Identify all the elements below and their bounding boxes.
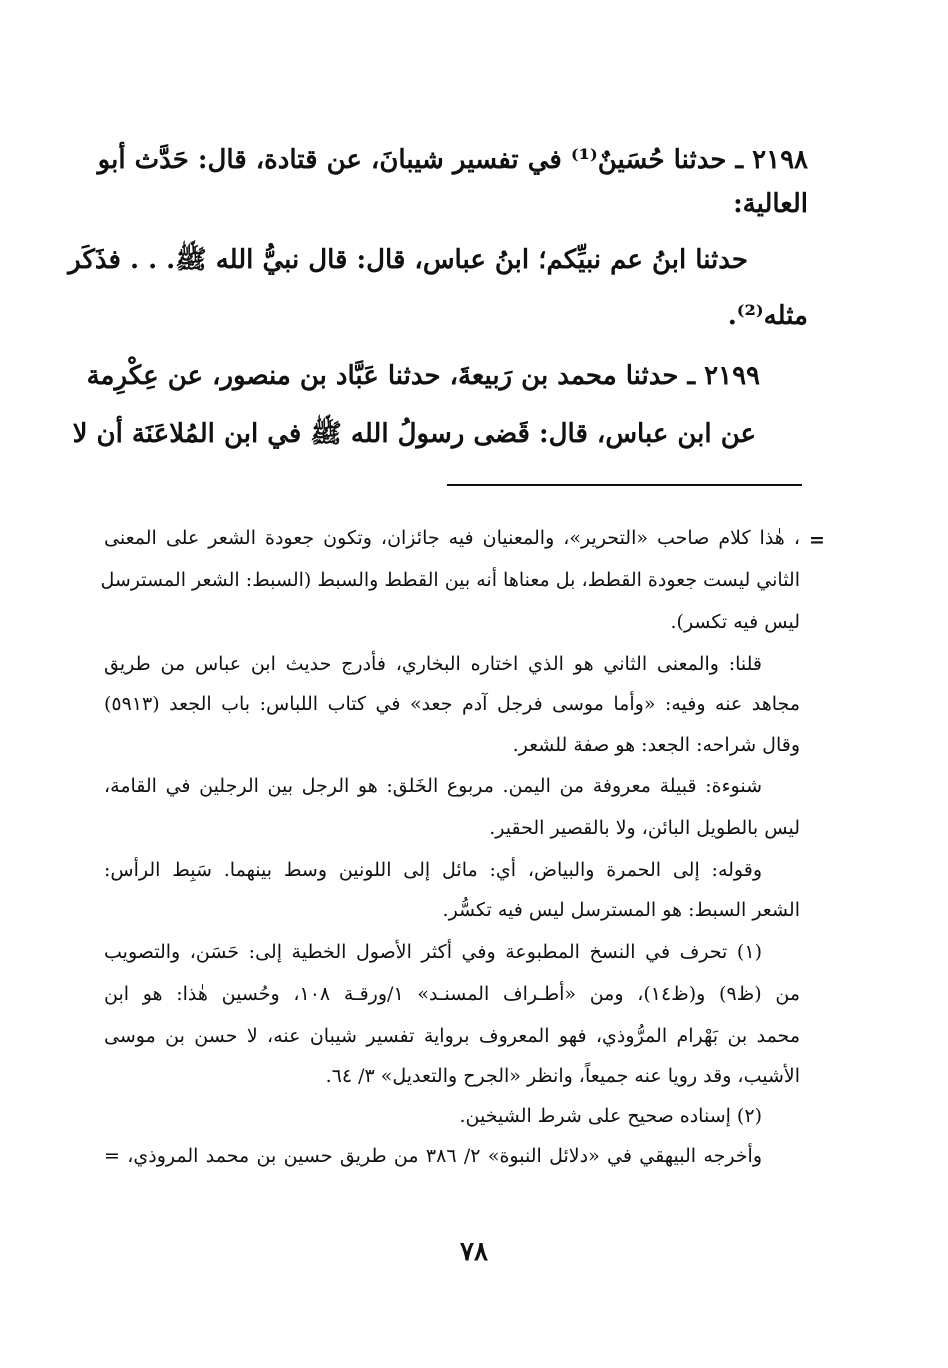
- hadith-2198-line-4: مثله⁽²⁾.: [727, 301, 808, 331]
- footnote-line: مجاهد عنه وفيه: «وأما موسى فرجل آدم جعد» في كتاب اللباس: باب الجعد (٥٩١٣): [104, 693, 800, 715]
- hadith-2199-line-1: ٢١٩٩ ـ حدثنا محمد بن رَبيعةَ، حدثنا عَبَّاد بن منصور، عن عِكْرِمة: [86, 361, 760, 391]
- hadith-2198-line-1: ٢١٩٨ ـ حدثنا حُسَينٌ⁽¹⁾ في تفسير شيبانَ، عن قتادة، قال: حَدَّث أبو: [97, 145, 808, 175]
- footnote-line: محمد بن بَهْرام المرُّوذي، فهو المعروف برواية تفسير شيبان عنه، لا حسن بن موسى: [104, 1025, 800, 1047]
- footnote-line: الشعر السبط: هو المسترسل ليس فيه تكسُّر.: [442, 899, 800, 921]
- hadith-2198-line-2: العالية:: [733, 189, 808, 219]
- footnote-line: شنوءة: قبيلة معروفة من اليمن. مربوع الخَلق: هو الرجل بين الرجلين في القامة،: [104, 775, 762, 797]
- footnote-line: وقوله: إلى الحمرة والبياض، أي: مائل إلى اللونين وسط بينهما. سَبِط الرأس:: [104, 859, 762, 881]
- footnote-continuation-mark: =: [809, 529, 825, 551]
- footnote-line: ، هٰذا كلام صاحب «التحرير»، والمعنيان فيه جائزان، وتكون جعودة الشعر على المعنى: [104, 527, 800, 549]
- hadith-2198-line-3: حدثنا ابنُ عم نبيِّكم؛ ابنُ عباس، قال: قال نبيُّ الله ﷺ. . . فذَكَر: [68, 245, 748, 275]
- footnote-line: ليس بالطويل البائن، ولا بالقصير الحقير.: [489, 817, 800, 839]
- hadith-2199-line-2: عن ابن عباس، قال: قَضى رسولُ الله ﷺ في ابن المُلاعَنَة أن لا: [72, 419, 756, 449]
- footnote-line: الثاني ليست جعودة القطط، بل معناها أنه بين القطط والسبط (السبط: الشعر المسترسل: [100, 569, 800, 591]
- footnote-line: من (ظ٩) و(ظ١٤)، ومن «أطـراف المسنـد» ١/ورقـة ١٠٨، وحُسين هٰذا: هو ابن: [104, 983, 800, 1005]
- footnote-line: (١) تحرف في النسخ المطبوعة وفي أكثر الأصول الخطية إلى: حَسَن، والتصويب: [104, 941, 762, 963]
- footnote-line: الأشيب، وقد رويا عنه جميعاً، وانظر «الجرح والتعديل» ٣/ ٦٤.: [325, 1065, 800, 1087]
- footnote-line: وقال شراحه: الجعد: هو صفة للشعر.: [512, 734, 800, 756]
- page-number: ٧٨: [460, 1237, 488, 1267]
- footnote-separator: [447, 484, 802, 486]
- footnote-line: قلنا: والمعنى الثاني هو الذي اختاره البخاري، فأدرج حديث ابن عباس من طريق: [104, 653, 762, 675]
- footnote-line: وأخرجه البيهقي في «دلائل النبوة» ٢/ ٣٨٦ من طريق حسين بن محمد المروذي، =: [104, 1145, 763, 1167]
- footnote-line: ليس فيه تكسر).: [670, 611, 800, 633]
- footnote-line: (٢) إسناده صحيح على شرط الشيخين.: [459, 1105, 762, 1127]
